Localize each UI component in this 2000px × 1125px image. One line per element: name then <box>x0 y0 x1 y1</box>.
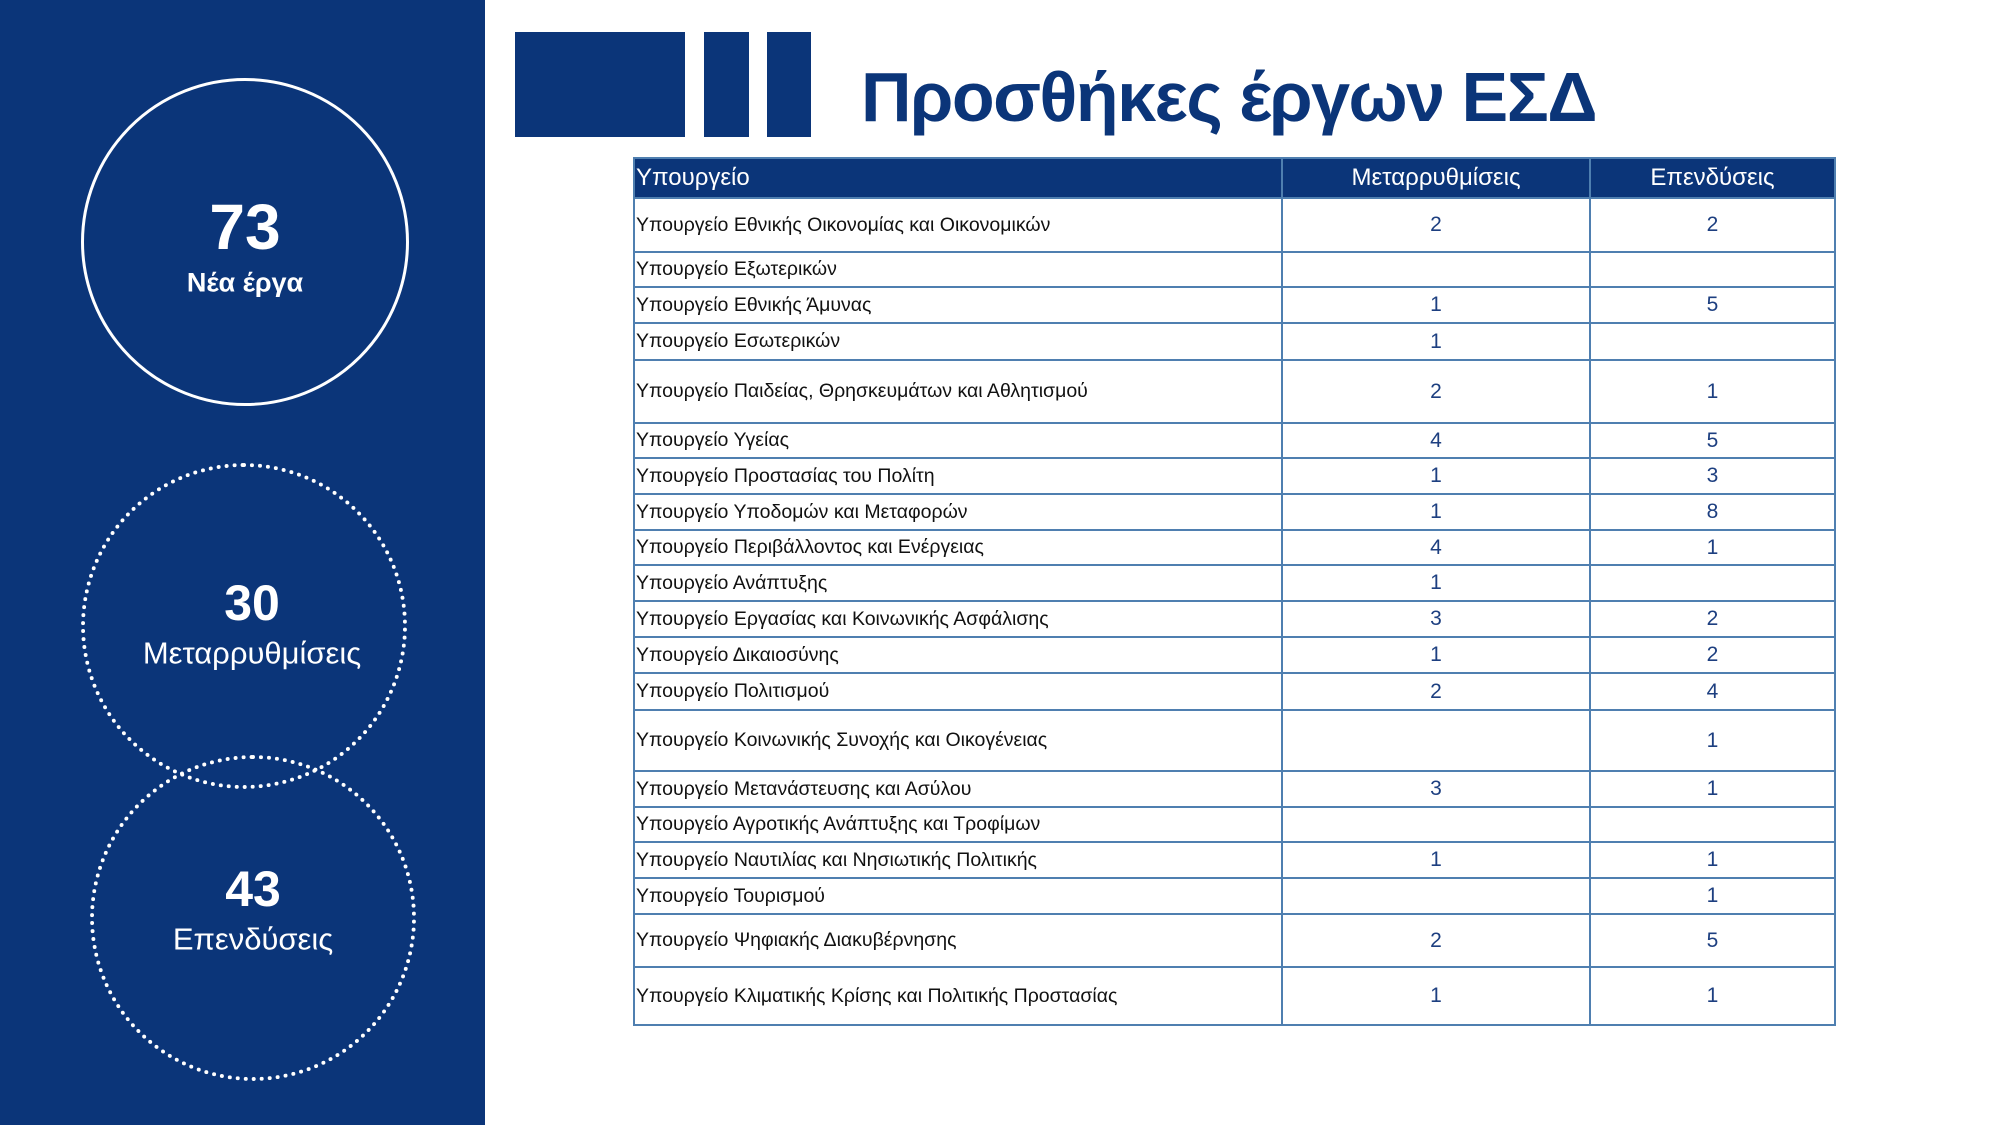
reforms-cell: 1 <box>1282 842 1590 878</box>
investments-cell <box>1590 252 1835 287</box>
table-row <box>634 710 1835 771</box>
table-header-row <box>634 158 1835 198</box>
table-row <box>634 807 1835 842</box>
table-row <box>634 565 1835 601</box>
table-row <box>634 198 1835 252</box>
investments-cell: 8 <box>1590 494 1835 530</box>
table-row <box>634 967 1835 1025</box>
table-row <box>634 287 1835 323</box>
header-investments: Επενδύσεις <box>1590 158 1835 198</box>
ministry-cell: Υπουργείο Εξωτερικών <box>634 252 1282 287</box>
ministry-cell: Υπουργείο Εθνικής Άμυνας <box>634 287 1282 323</box>
table-row <box>634 530 1835 565</box>
investments-cell: 5 <box>1590 914 1835 967</box>
reforms-cell: 1 <box>1282 967 1590 1025</box>
investments-cell: 5 <box>1590 287 1835 323</box>
ministry-cell: Υπουργείο Πολιτισμού <box>634 673 1282 710</box>
investments-cell: 1 <box>1590 530 1835 565</box>
table-row <box>634 423 1835 458</box>
new-projects-label: Νέα έργα <box>186 267 304 298</box>
table-row <box>634 360 1835 423</box>
ministry-cell: Υπουργείο Περιβάλλοντος και Ενέργειας <box>634 530 1282 565</box>
investments-cell: 4 <box>1590 673 1835 710</box>
investments-cell <box>1590 807 1835 842</box>
reforms-cell: 1 <box>1282 287 1590 323</box>
ministry-cell: Υπουργείο Εργασίας και Κοινωνικής Ασφάλισης <box>634 601 1282 637</box>
ministry-cell: Υπουργείο Παιδείας, Θρησκευμάτων και Αθλητισμού <box>634 360 1282 423</box>
table-row <box>634 458 1835 494</box>
table-row <box>634 914 1835 967</box>
reforms-cell <box>1282 710 1590 771</box>
ministry-cell: Υπουργείο Εσωτερικών <box>634 323 1282 360</box>
investments-cell: 3 <box>1590 458 1835 494</box>
table-body <box>634 198 1835 1025</box>
reforms-cell: 1 <box>1282 565 1590 601</box>
investments-cell: 1 <box>1590 842 1835 878</box>
table-header <box>634 158 1835 198</box>
reforms-label: Μεταρρυθμίσεις <box>142 635 362 671</box>
investments-cell: 1 <box>1590 967 1835 1025</box>
reforms-cell: 1 <box>1282 323 1590 360</box>
investments-cell: 5 <box>1590 423 1835 458</box>
investments-cell: 2 <box>1590 637 1835 673</box>
ministry-cell: Υπουργείο Μετανάστευσης και Ασύλου <box>634 771 1282 807</box>
table-row <box>634 637 1835 673</box>
reforms-cell: 4 <box>1282 423 1590 458</box>
ministry-cell: Υπουργείο Προστασίας του Πολίτη <box>634 458 1282 494</box>
ministries-table <box>633 157 1836 1026</box>
table-row <box>634 771 1835 807</box>
ministry-cell: Υπουργείο Δικαιοσύνης <box>634 637 1282 673</box>
ministry-cell: Υπουργείο Κλιματικής Κρίσης και Πολιτικής Προστασίας <box>634 967 1282 1025</box>
investments-cell: 1 <box>1590 360 1835 423</box>
ministry-cell: Υπουργείο Εθνικής Οικονομίας και Οικονομικών <box>634 198 1282 252</box>
investments-cell <box>1590 323 1835 360</box>
ministry-cell: Υπουργείο Κοινωνικής Συνοχής και Οικογένειας <box>634 710 1282 771</box>
new-projects-count: 73 <box>209 191 281 263</box>
ministry-cell: Υπουργείο Αγροτικής Ανάπτυξης και Τροφίμων <box>634 807 1282 842</box>
table-row <box>634 842 1835 878</box>
investments-count: 43 <box>225 861 281 917</box>
table-row <box>634 601 1835 637</box>
reforms-cell: 4 <box>1282 530 1590 565</box>
reforms-cell: 1 <box>1282 637 1590 673</box>
header-ministry: Υπουργείο <box>634 158 1282 198</box>
reforms-cell <box>1282 807 1590 842</box>
ministry-cell: Υπουργείο Ναυτιλίας και Νησιωτικής Πολιτικής <box>634 842 1282 878</box>
reforms-cell: 2 <box>1282 673 1590 710</box>
reforms-cell: 1 <box>1282 494 1590 530</box>
reforms-cell: 2 <box>1282 198 1590 252</box>
page-title: Προσθήκες έργων ΕΣΔ <box>861 58 1597 136</box>
reforms-count: 30 <box>224 575 280 631</box>
investments-cell: 2 <box>1590 198 1835 252</box>
ministry-cell: Υπουργείο Ψηφιακής Διακυβέρνησης <box>634 914 1282 967</box>
header-reforms: Μεταρρυθμίσεις <box>1282 158 1590 198</box>
investments-cell: 2 <box>1590 601 1835 637</box>
investments-cell: 1 <box>1590 878 1835 914</box>
investments-cell <box>1590 565 1835 601</box>
table-row <box>634 673 1835 710</box>
investments-label: Επενδύσεις <box>172 921 334 957</box>
reforms-cell: 3 <box>1282 771 1590 807</box>
table-row <box>634 252 1835 287</box>
ministry-cell: Υπουργείο Υγείας <box>634 423 1282 458</box>
reforms-cell: 2 <box>1282 360 1590 423</box>
reforms-cell: 2 <box>1282 914 1590 967</box>
investments-cell: 1 <box>1590 710 1835 771</box>
table-row <box>634 878 1835 914</box>
ministry-cell: Υπουργείο Ανάπτυξης <box>634 565 1282 601</box>
ministry-cell: Υπουργείο Τουρισμού <box>634 878 1282 914</box>
table-row <box>634 323 1835 360</box>
reforms-cell: 3 <box>1282 601 1590 637</box>
reforms-cell <box>1282 878 1590 914</box>
stats-side-panel <box>0 0 485 1125</box>
table-row <box>634 494 1835 530</box>
title-decoration-block-narrow-2 <box>767 32 811 137</box>
ministry-cell: Υπουργείο Υποδομών και Μεταφορών <box>634 494 1282 530</box>
reforms-cell <box>1282 252 1590 287</box>
title-decoration-block-narrow-1 <box>704 32 749 137</box>
reforms-cell: 1 <box>1282 458 1590 494</box>
title-decoration-block-wide <box>515 32 685 137</box>
investments-cell: 1 <box>1590 771 1835 807</box>
investments-circle <box>90 755 416 1081</box>
